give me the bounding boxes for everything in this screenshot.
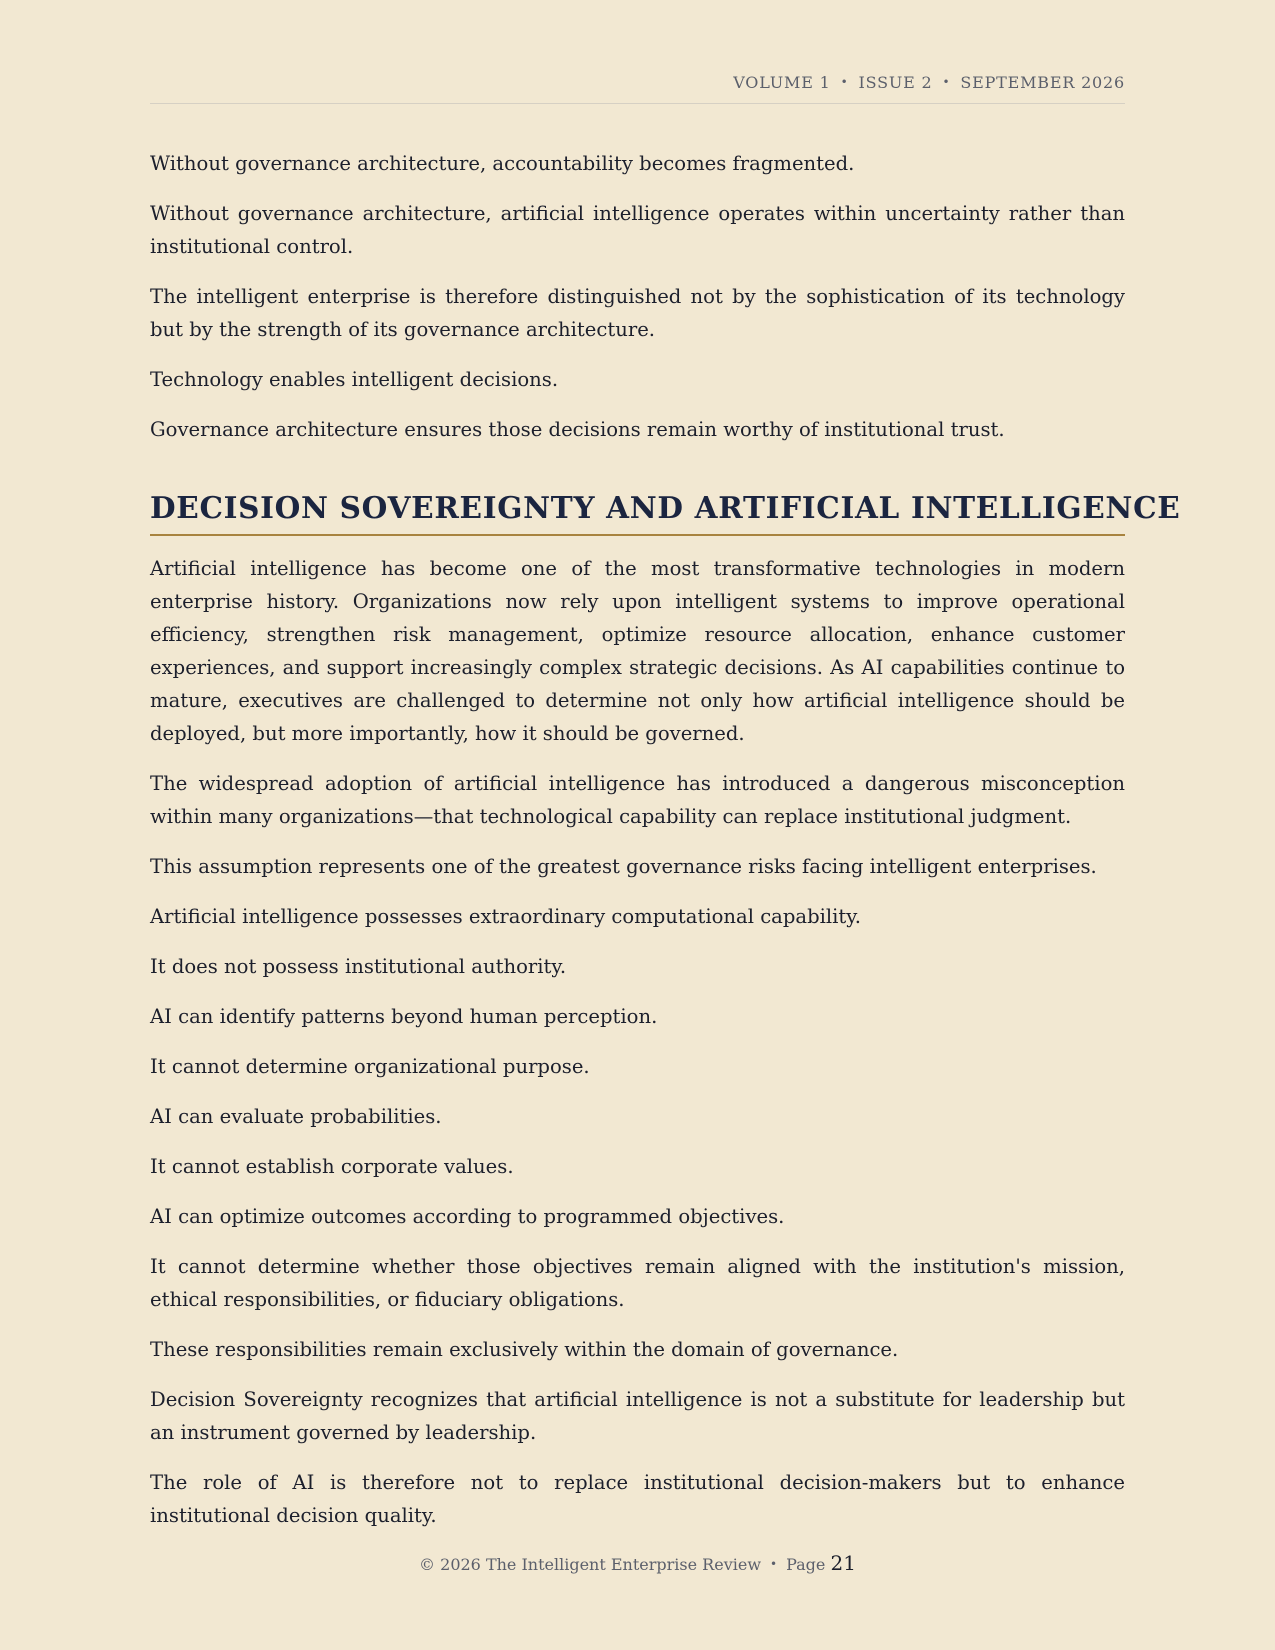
page-label: Page [786,1555,826,1574]
body-paragraph: It cannot establish corporate values. [150,1155,514,1178]
page-number: 21 [830,1551,856,1575]
issue-label: ISSUE 2 [858,73,933,92]
body-paragraph: It does not possess institutional authority. [150,955,567,978]
journal-page [150,0,1181,1650]
body-paragraph: AI can identify patterns beyond human perception. [150,1005,658,1028]
article-body [150,147,1181,1532]
body-paragraph: Technology enables intelligent decisions. [150,368,559,391]
body-paragraph: The widespread adoption of artificial intelligence has introduced a dangerous misconception within many organizations—that technological capability can replace institutional judgment. [150,772,1125,828]
footer-separator: • [770,1557,778,1571]
body-paragraph: The intelligent enterprise is therefore distinguished not by the sophistication of its technology but by the strength of its governance architecture. [150,285,1125,341]
page-footer [150,1551,1125,1575]
body-paragraph: AI can evaluate probabilities. [150,1105,442,1128]
header-divider [150,103,1125,104]
issue-date: SEPTEMBER 2026 [960,73,1125,92]
body-paragraph: Without governance architecture, artificial intelligence operates within uncertainty rather than institutional control. [150,202,1125,258]
body-paragraph: The role of AI is therefore not to replace institutional decision-makers but to enhance institutional decision quality. [150,1471,1125,1527]
section-heading-underline [150,534,1125,536]
section-heading: DECISION SOVEREIGNTY AND ARTIFICIAL INTELLIGENCE [150,490,1181,525]
body-paragraph: Decision Sovereignty recognizes that artificial intelligence is not a substitute for leadership but an instrument governed by leadership. [150,1388,1125,1444]
body-paragraph: AI can optimize outcomes according to programmed objectives. [150,1205,785,1228]
body-paragraph: Without governance architecture, accountability becomes fragmented. [150,152,855,175]
header-separator: • [840,75,849,89]
copyright-notice: © 2026 The Intelligent Enterprise Review [419,1555,762,1574]
running-header [733,73,1125,92]
body-paragraph: Artificial intelligence possesses extraordinary computational capability. [150,905,861,928]
body-paragraph: It cannot determine organizational purpose. [150,1055,590,1078]
body-paragraph: It cannot determine whether those objectives remain aligned with the institution's mission, ethical responsibilities, or fiduciary obligations. [150,1255,1125,1311]
volume-label: VOLUME 1 [733,73,831,92]
body-paragraph: Artificial intelligence has become one of the most transformative technologies in modern enterprise history. Organizations now rely upon intelligent systems to improve operational efficiency, strengthen risk management, optimize resource allocation, enhance customer experiences, and support increasingly complex strategic decisions. As AI capabilities continue to mature, executives are challenged to determine not only how artificial intelligence should be deployed, but more importantly, how it should be governed. [150,557,1125,745]
header-separator: • [942,75,951,89]
body-paragraph: This assumption represents one of the greatest governance risks facing intelligent enterprises. [150,855,1097,878]
body-paragraph: Governance architecture ensures those decisions remain worthy of institutional trust. [150,418,1005,441]
body-paragraph: These responsibilities remain exclusively within the domain of governance. [150,1338,899,1361]
